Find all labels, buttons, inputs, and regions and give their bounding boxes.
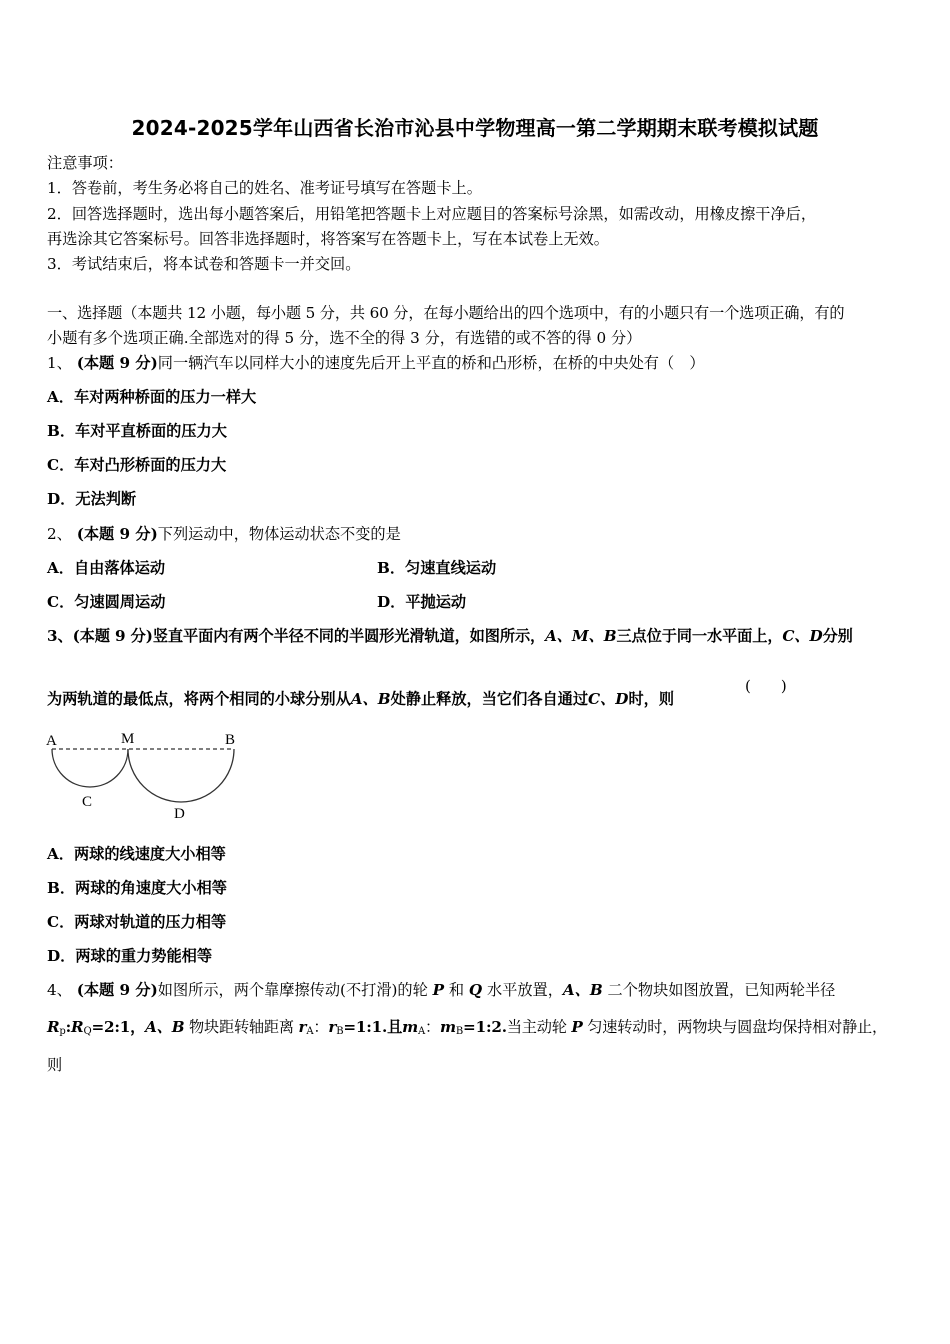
symbol: R [71, 1018, 84, 1036]
symbol: Q [468, 981, 483, 999]
q2-option-d[interactable]: D．平抛运动 [377, 593, 467, 611]
label-b: B [225, 732, 236, 748]
point-labels: A、B [350, 690, 391, 708]
question-score: (本题 9 分) [76, 354, 158, 372]
question-3-stem-line1 [47, 625, 853, 646]
question-text: 三点位于同一水平面上， [616, 627, 783, 645]
q1-option-b[interactable]: B．车对平直桥面的压力大 [47, 422, 227, 440]
symbol: A、B [145, 1018, 185, 1036]
subscript: p [59, 1026, 66, 1037]
question-text: 物块距转轴距离 [188, 1018, 294, 1036]
q3-option-b[interactable]: B．两球的角速度大小相等 [47, 879, 227, 897]
ratio: =1:1.且 [343, 1018, 403, 1036]
question-text: 水平放置， [486, 981, 563, 999]
question-score: (本题 9 分) [72, 627, 153, 645]
subscript: A [306, 1026, 314, 1037]
question-text: 同一辆汽车以同样大小的速度先后开上平直的桥和凸形桥，在桥的中央处有（ ） [157, 354, 705, 372]
question-4-stem-line1 [47, 979, 835, 1000]
question-2-stem [47, 523, 401, 544]
q3-option-a[interactable]: A．两球的线速度大小相等 [47, 845, 226, 863]
subscript: B [336, 1026, 344, 1037]
q1-option-d[interactable]: D．无法判断 [47, 490, 137, 508]
question-number: 3、 [47, 627, 73, 645]
question-number: 2、 [47, 525, 72, 543]
ratio: =2:1， [91, 1018, 146, 1036]
question-text: 分别 [822, 627, 853, 645]
answer-bracket: ( ) [745, 677, 787, 695]
track-diagram [40, 726, 250, 826]
symbol: r [328, 1018, 337, 1036]
symbol: r [298, 1018, 307, 1036]
small-semicircle-track [52, 749, 128, 787]
notice-item-2: 2．回答选择题时，选出每小题答案后，用铅笔把答题卡上对应题目的答案标号涂黑，如需改动，用橡皮擦干净后， [47, 205, 817, 223]
symbol: P [432, 981, 445, 999]
question-number: 1、 [47, 354, 72, 372]
symbol: m [402, 1018, 418, 1036]
q2-option-b[interactable]: B．匀速直线运动 [377, 559, 497, 577]
section-header-line1: 一、选择题（本题共 12 小题，每小题 5 分，共 60 分，在每小题给出的四个选项中，有的小题只有一个选项正确，有的 [47, 304, 845, 322]
q3-option-c[interactable]: C．两球对轨道的压力相等 [47, 913, 227, 931]
label-d: D [174, 806, 185, 822]
page-title: 2024-2025学年山西省长治市沁县中学物理高一第二学期期末联考模拟试题 [131, 116, 819, 140]
q3-option-d[interactable]: D．两球的重力势能相等 [47, 947, 213, 965]
question-text: 时，则 [628, 690, 675, 708]
question-text: 匀速转动时，两物块与圆盘均保持相对静止， [587, 1018, 888, 1036]
symbol: P [571, 1018, 583, 1036]
question-text: 竖直平面内有两个半径不同的半圆形光滑轨道，如图所示， [152, 627, 546, 645]
q1-option-c[interactable]: C．车对凸形桥面的压力大 [47, 456, 227, 474]
subscript: Q [83, 1026, 92, 1037]
q2-option-a[interactable]: A．自由落体运动 [47, 559, 166, 577]
q1-option-a[interactable]: A．车对两种桥面的压力一样大 [47, 388, 257, 406]
question-text: 为两轨道的最低点，将两个相同的小球分别从 [47, 690, 351, 708]
question-text: 当主动轮 [506, 1018, 567, 1036]
question-text: 处静止释放，当它们各自通过 [390, 690, 588, 708]
subscript: A [417, 1026, 426, 1037]
point-labels: C、D [588, 690, 629, 708]
notice-item-2-cont: 再选涂其它答案标号。回答非选择题时，将答案写在答题卡上，写在本试卷上无效。 [47, 230, 609, 248]
symbol: ： [313, 1018, 329, 1036]
q2-option-c[interactable]: C．匀速圆周运动 [47, 593, 166, 611]
question-4-stem-line3: 则 [47, 1056, 63, 1074]
label-m: M [121, 731, 135, 747]
point-labels: A、M、B [545, 627, 617, 645]
question-text: 二个物块如图放置，已知两轮半径 [607, 981, 836, 999]
ratio: =1:2. [463, 1018, 507, 1036]
notice-heading: 注意事项： [47, 154, 123, 172]
question-3-stem-line2 [47, 688, 674, 709]
question-number: 4、 [47, 981, 72, 999]
notice-item-1: 1．答卷前，考生务必将自己的姓名、准考证号填写在答题卡上。 [47, 179, 482, 197]
question-text: 下列运动中，物体运动状态不变的是 [157, 525, 401, 543]
symbol: ： [425, 1018, 441, 1036]
question-text: 如图所示，两个靠摩擦传动(不打滑)的轮 [157, 981, 428, 999]
notice-item-3: 3．考试结束后，将本试卷和答题卡一并交回。 [47, 255, 361, 273]
subscript: B [455, 1026, 464, 1037]
question-score: (本题 9 分) [76, 525, 158, 543]
question-4-stem-line2 [47, 1016, 887, 1037]
label-a: A [46, 733, 57, 749]
question-1-stem [47, 352, 705, 373]
section-header-line2: 小题有多个选项正确.全部选对的得 5 分，选不全的得 3 分，有选错的或不答的得 0 分） [47, 329, 642, 347]
large-semicircle-track [128, 749, 234, 802]
symbol: R [47, 1018, 60, 1036]
label-c: C [82, 794, 93, 810]
question-score: (本题 9 分) [76, 981, 158, 999]
symbol: A、B [562, 981, 603, 999]
symbol: m [440, 1018, 456, 1036]
point-labels: C、D [782, 627, 823, 645]
symbol: : [65, 1018, 72, 1036]
question-text: 和 [448, 981, 465, 999]
